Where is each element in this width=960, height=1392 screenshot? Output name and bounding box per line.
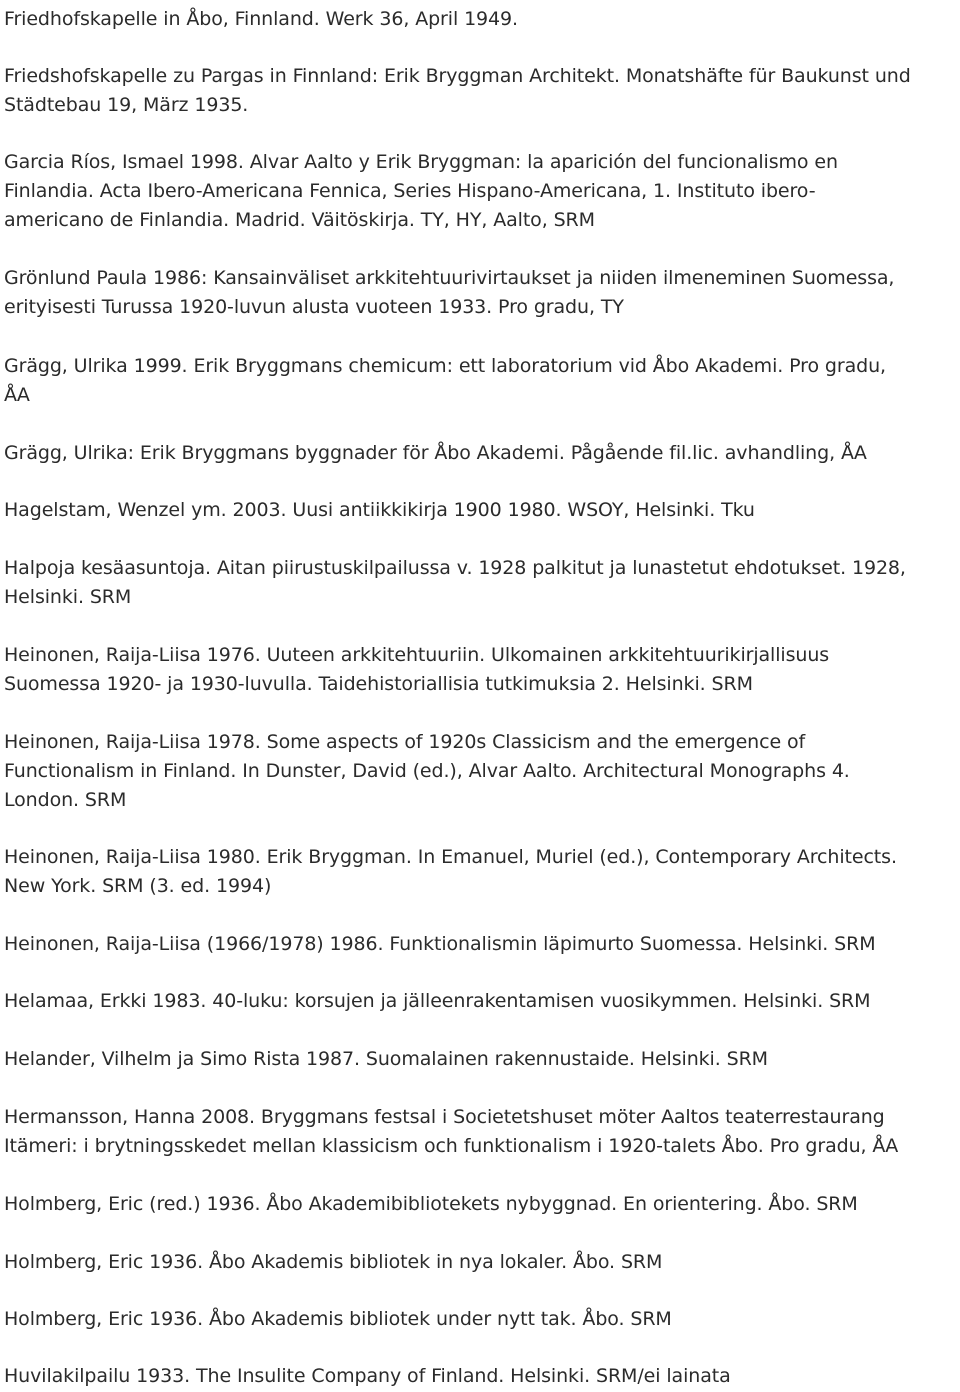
entry-line: Itämeri: i brytningsskedet mellan klassicism och funktionalism i 1920-talets Åbo. Pro gradu, ÅA	[4, 1135, 899, 1157]
entry-line: Städtebau 19, März 1935.	[4, 94, 249, 116]
bibliography-entry	[4, 496, 956, 525]
bibliography-entry	[4, 148, 956, 235]
entry-line: Suomessa 1920- ja 1930-luvulla. Taidehistoriallisia tutkimuksia 2. Helsinki. SRM	[4, 673, 753, 695]
entry-line: Hagelstam, Wenzel ym. 2003. Uusi antiikkikirja 1900 1980. WSOY, Helsinki. Tku	[4, 499, 755, 521]
entry-line: Holmberg, Eric 1936. Åbo Akademis bibliotek under nytt tak. Åbo. SRM	[4, 1308, 672, 1330]
entry-line: ÅA	[4, 384, 30, 406]
entry-line: Heinonen, Raija-Liisa 1976. Uuteen arkkitehtuuriin. Ulkomainen arkkitehtuurikirjallisuus	[4, 644, 830, 666]
entry-line: Helander, Vilhelm ja Simo Rista 1987. Suomalainen rakennustaide. Helsinki. SRM	[4, 1048, 768, 1070]
bibliography-entry	[4, 1248, 956, 1277]
bibliography-entry	[4, 1103, 956, 1161]
bibliography-page	[4, 0, 956, 1392]
bibliography-entry	[4, 641, 956, 699]
bibliography-entry	[4, 1045, 956, 1074]
bibliography-entry	[4, 1190, 956, 1219]
entry-line: Finlandia. Acta Ibero-Americana Fennica, Series Hispano-Americana, 1. Instituto ibero-	[4, 180, 816, 202]
entry-line: Functionalism in Finland. In Dunster, David (ed.), Alvar Aalto. Architectural Monographs 4.	[4, 760, 850, 782]
entry-line: Friedhofskapelle in Åbo, Finnland. Werk 36, April 1949.	[4, 8, 518, 30]
bibliography-entry	[4, 930, 956, 959]
entry-line: New York. SRM (3. ed. 1994)	[4, 875, 272, 897]
entry-line: erityisesti Turussa 1920-luvun alusta vuoteen 1933. Pro gradu, TY	[4, 296, 624, 318]
bibliography-entry	[4, 439, 956, 468]
bibliography-entry	[4, 62, 956, 120]
entry-line: Huvilakilpailu 1933. The Insulite Company of Finland. Helsinki. SRM/ei lainata	[4, 1365, 731, 1387]
entry-line: Heinonen, Raija-Liisa 1978. Some aspects of 1920s Classicism and the emergence of	[4, 731, 806, 753]
bibliography-entry	[4, 5, 956, 34]
entry-line: Hermansson, Hanna 2008. Bryggmans festsal i Societetshuset möter Aaltos teaterrestaurang	[4, 1106, 885, 1128]
entry-line: London. SRM	[4, 789, 127, 811]
bibliography-entry	[4, 843, 956, 901]
entry-line: Halpoja kesäasuntoja. Aitan piirustuskilpailussa v. 1928 palkitut ja lunastetut ehdotukset. 1928,	[4, 557, 906, 579]
bibliography-entry	[4, 728, 956, 815]
entry-line: Heinonen, Raija-Liisa (1966/1978) 1986. Funktionalismin läpimurto Suomessa. Helsinki. SRM	[4, 933, 876, 955]
entry-line: Helsinki. SRM	[4, 586, 132, 608]
entry-line: Holmberg, Eric (red.) 1936. Åbo Akademibibliotekets nybyggnad. En orientering. Åbo. SRM	[4, 1193, 858, 1215]
bibliography-entry	[4, 554, 956, 612]
entry-line: Holmberg, Eric 1936. Åbo Akademis bibliotek in nya lokaler. Åbo. SRM	[4, 1251, 663, 1273]
entry-line: Grägg, Ulrika 1999. Erik Bryggmans chemicum: ett laboratorium vid Åbo Akademi. Pro gradu,	[4, 355, 886, 377]
entry-line: Grägg, Ulrika: Erik Bryggmans byggnader för Åbo Akademi. Pågående fil.lic. avhandling, ÅA	[4, 442, 867, 464]
entry-line: Grönlund Paula 1986: Kansainväliset arkkitehtuurivirtaukset ja niiden ilmeneminen Suomessa,	[4, 267, 895, 289]
bibliography-entry	[4, 987, 956, 1016]
entry-line: Garcia Ríos, Ismael 1998. Alvar Aalto y Erik Bryggman: la aparición del funcionalismo en	[4, 151, 838, 173]
entry-line: Heinonen, Raija-Liisa 1980. Erik Bryggman. In Emanuel, Muriel (ed.), Contemporary Architects.	[4, 846, 897, 868]
entry-line: Helamaa, Erkki 1983. 40-luku: korsujen ja jälleenrakentamisen vuosikymmen. Helsinki. SRM	[4, 990, 871, 1012]
entry-line: americano de Finlandia. Madrid. Väitöskirja. TY, HY, Aalto, SRM	[4, 209, 595, 231]
bibliography-entry	[4, 352, 956, 410]
entry-line: Friedshofskapelle zu Pargas in Finnland: Erik Bryggman Architekt. Monatshäfte für Baukunst und	[4, 65, 911, 87]
bibliography-entry	[4, 1305, 956, 1334]
bibliography-entry	[4, 1362, 956, 1391]
bibliography-entry	[4, 264, 956, 322]
